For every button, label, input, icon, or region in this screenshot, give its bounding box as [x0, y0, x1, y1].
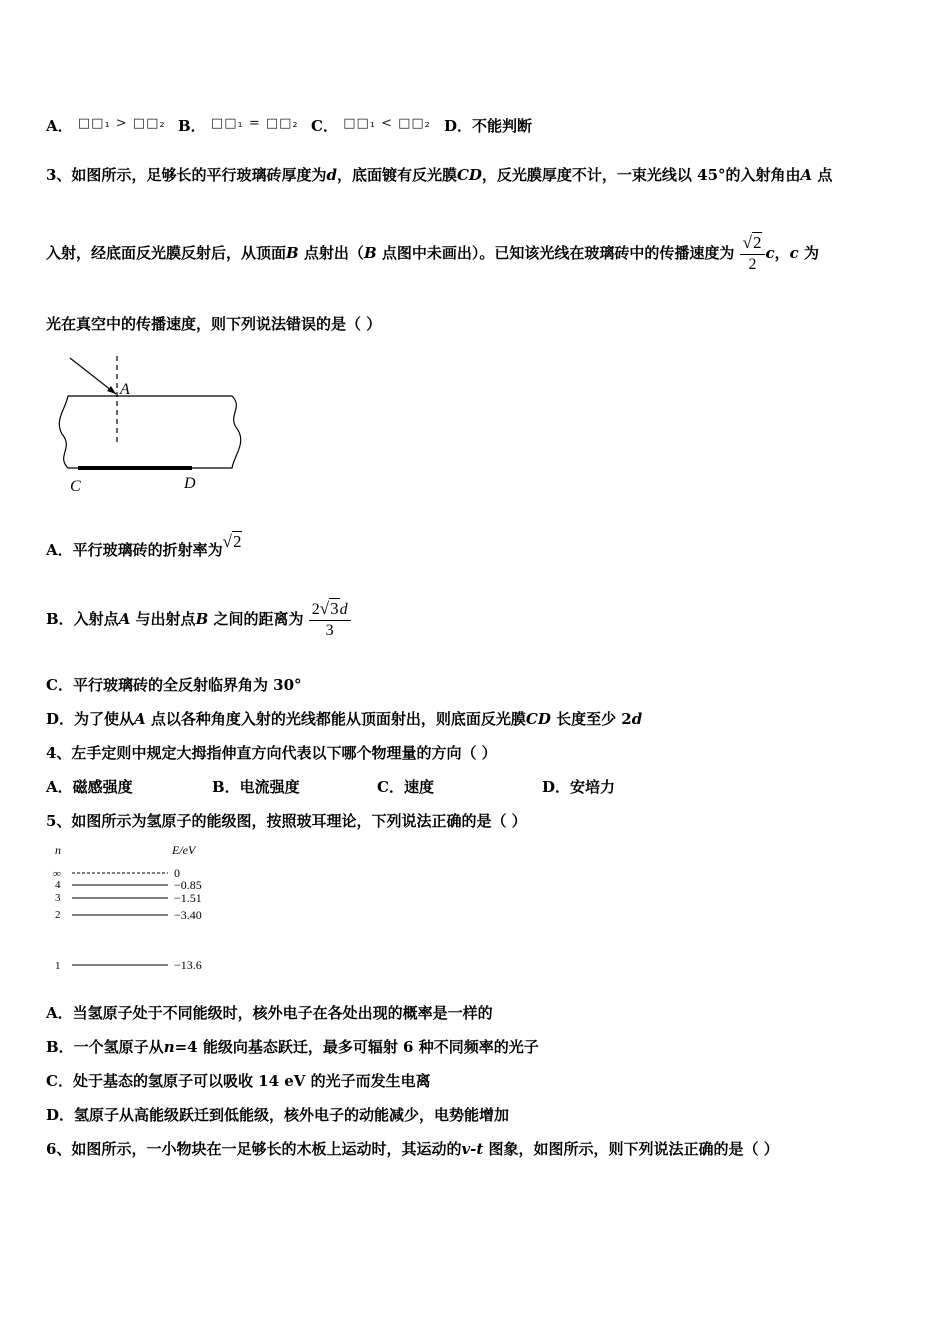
q3-stem-line1 [46, 165, 832, 185]
q3-var-b: B [286, 244, 299, 262]
q3-text: 点 [812, 166, 833, 184]
q2-option-c-label: C． [311, 117, 338, 135]
col-header-n: n [55, 843, 61, 857]
q3-text: ，反光膜厚度不计，一束光线以 45°的入射角由 [481, 166, 801, 184]
q3-text: 点以各种角度入射的光线都能从顶面射出，则底面反光膜 [145, 710, 526, 728]
q3-var-b: B [195, 610, 209, 628]
q3-text: 与出射点 [130, 610, 196, 628]
label-d: D [184, 475, 196, 492]
q3-var-a: A [134, 710, 146, 728]
q5-option-b [46, 1037, 539, 1057]
q3-var-c: c [789, 244, 799, 262]
q3-text: 长度至少 2 [550, 710, 632, 728]
glass-slab-outline [59, 396, 240, 468]
q5-var-n: n [163, 1038, 175, 1056]
q4-stem: 4、左手定则中规定大拇指伸直方向代表以下哪个物理量的方向（ ） [46, 744, 497, 762]
q6-text: 图象，如图所示，则下列说法正确的是（ ） [483, 1140, 779, 1158]
q3-text: 点图中未画出）。已知该光线在玻璃砖中的传播速度为 [376, 244, 735, 262]
q3-frac-num: 2 [752, 233, 762, 252]
q3-var-d: d [326, 166, 337, 184]
level-energy: −13.6 [174, 958, 202, 972]
q2-option-a-label: A． [46, 117, 73, 135]
frac-var: d [339, 601, 348, 618]
q2-option-b-formula: □□₁ = □□₂ [210, 116, 299, 131]
q2-option-c-formula: □□₁ < □□₂ [343, 116, 431, 131]
q3-stem-line2 [46, 228, 819, 278]
q6-text: 6、如图所示，一小物块在一足够长的木板上运动时，其运动的 [46, 1140, 462, 1158]
q2-option-b-label: B． [178, 117, 206, 135]
q6-var-vt: v-t [461, 1140, 484, 1158]
level-n: 1 [55, 960, 61, 972]
frac-coef: 2 [311, 601, 320, 618]
q4-option-b: B．电流强度 [212, 778, 300, 796]
q2-option-d-label: D． [444, 117, 473, 135]
ray-arrowhead [107, 386, 116, 394]
q5-text: =4 能级向基态跃迁，最多可辐射 6 种不同频率的光子 [174, 1038, 539, 1056]
q3-var-b: B [363, 244, 377, 262]
q3-var-cd: CD [525, 710, 551, 728]
q3-option-a-text: A．平行玻璃砖的折射率为 [46, 541, 223, 559]
q3-option-d [46, 709, 642, 729]
q5-option-a: A．当氢原子处于不同能级时，核外电子在各处出现的概率是一样的 [46, 1004, 493, 1022]
q3-distance-fraction: $\frac{2√3d}{3}$ [309, 599, 351, 641]
frac-den: 3 [325, 622, 334, 639]
q5-text: B．一个氢原子从 [46, 1038, 164, 1056]
level-energy: 0 [174, 866, 180, 880]
q3-text: B．入射点 [46, 610, 119, 628]
q3-text: D．为了使从 [46, 710, 135, 728]
q3-text: ， [774, 244, 790, 262]
q2-option-a [46, 116, 166, 138]
col-header-e: E/eV [172, 843, 196, 857]
q4-option-d: D．安培力 [542, 778, 616, 796]
q3-glass-slab-figure [50, 352, 250, 497]
q3-text: 之间的距离为 [208, 610, 304, 628]
q2-option-d [444, 116, 532, 136]
level-n: 4 [55, 879, 61, 891]
q3-speed-fraction: $\frac{√2}{2}$ [740, 233, 766, 275]
level-n: 2 [55, 909, 61, 921]
q3-var-a: A [800, 166, 813, 184]
q6-stem [46, 1139, 779, 1159]
q3-stem-line3: 光在真空中的传播速度，则下列说法错误的是（ ） [46, 315, 382, 333]
frac-radicand: 3 [330, 599, 339, 618]
q3-option-b [46, 594, 351, 644]
q3-var-c: c [765, 244, 775, 262]
q3-var-d: d [631, 710, 643, 728]
q2-option-a-formula: □□₁ > □□₂ [77, 116, 166, 131]
q3-text: 入射，经底面反光膜反射后，从顶面 [46, 244, 287, 262]
q3-var-a: A [118, 610, 131, 628]
level-energy: −0.85 [174, 878, 202, 892]
level-energy: −1.51 [174, 891, 202, 905]
level-n: ∞ [53, 868, 61, 880]
q5-option-c: C．处于基态的氢原子可以吸收 14 eV 的光子而发生电离 [46, 1072, 431, 1090]
q2-option-d-text: 不能判断 [472, 117, 533, 135]
q5-stem: 5、如图所示为氢原子的能级图，按照玻耳理论，下列说法正确的是（ ） [46, 812, 527, 830]
q3-text: ，底面镀有反光膜 [336, 166, 457, 184]
label-c: C [70, 478, 81, 495]
q3-text: 点射出（ [298, 244, 364, 262]
q3-var-cd: CD [456, 166, 482, 184]
q3-option-c: C．平行玻璃砖的全反射临界角为 30° [46, 676, 302, 694]
q5-energy-level-diagram [50, 840, 220, 980]
q3-option-a: A．平行玻璃砖的折射率为√2 [46, 532, 242, 559]
level-energy: −3.40 [174, 908, 202, 922]
label-a: A [120, 381, 130, 398]
q4-option-a: A．磁感强度 [46, 778, 133, 796]
level-n: 3 [55, 892, 61, 904]
q3-text: 3、如图所示，足够长的平行玻璃砖厚度为 [46, 166, 327, 184]
q3-option-a-radicand: 2 [232, 532, 242, 551]
q3-text: 为 [798, 244, 819, 262]
q2-option-b [178, 116, 299, 138]
q3-frac-den: 2 [748, 256, 757, 273]
q2-option-c [311, 116, 431, 138]
q4-option-c: C．速度 [377, 778, 434, 796]
q5-option-d: D．氢原子从高能级跃迁到低能级，核外电子的动能减少，电势能增加 [46, 1106, 510, 1124]
